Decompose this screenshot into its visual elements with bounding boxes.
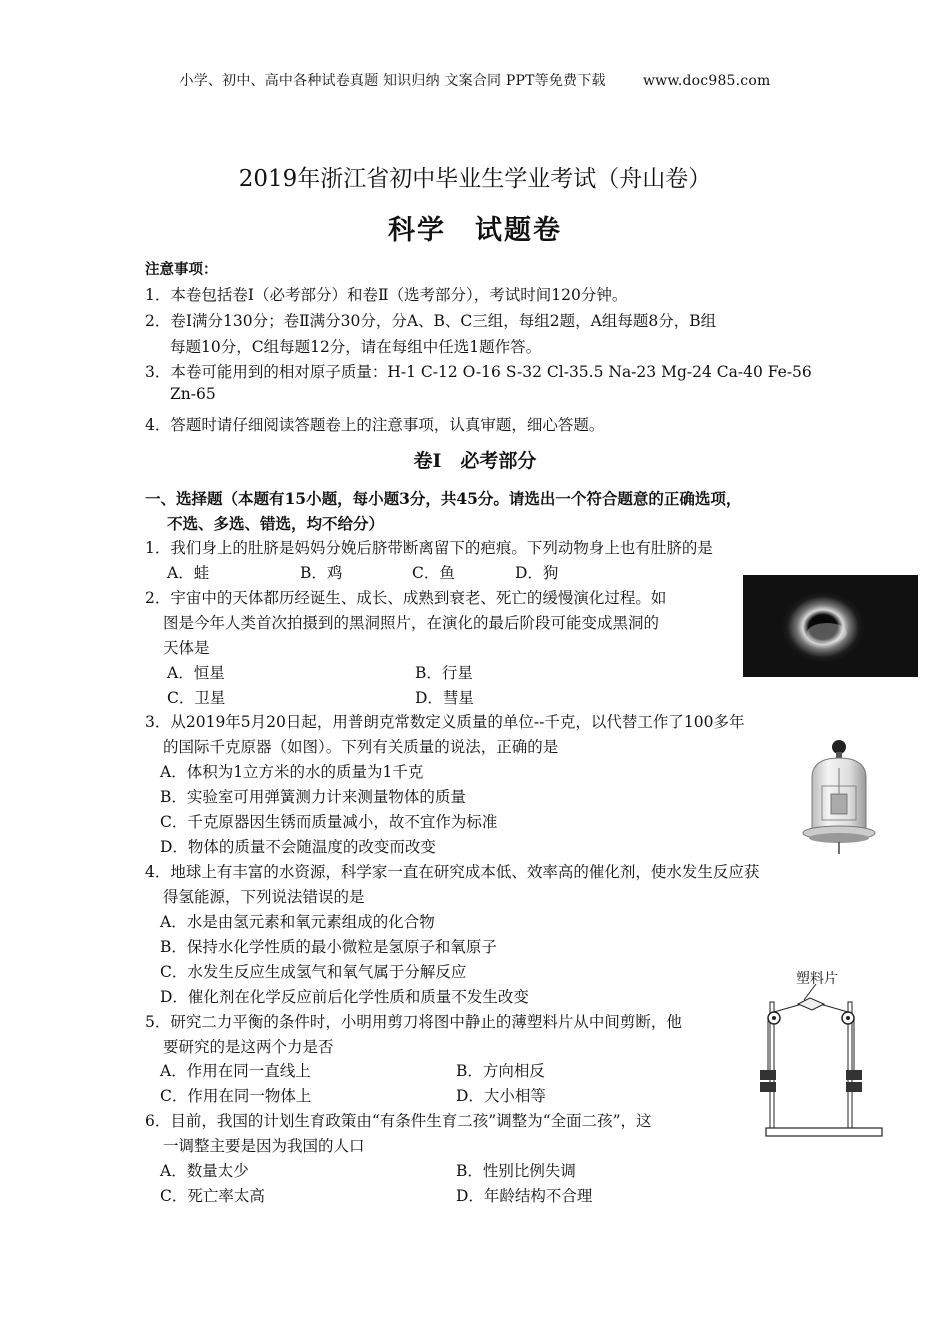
q4-stem-cont: 得氢能源，下列说法错误的是 [163, 888, 365, 906]
exam-subtitle: 科学 试题卷 [388, 215, 562, 246]
section-title: 卷Ⅰ 必考部分 [413, 450, 537, 472]
black-hole-photo [743, 575, 918, 677]
q4-option-c: C．水发生反应生成氢气和氧气属于分解反应 [160, 963, 467, 981]
q5-option-a: A．作用在同一直线上 [160, 1062, 311, 1080]
q3-stem-cont: 的国际千克原器（如图）。下列有关质量的说法，正确的是 [163, 738, 559, 756]
note-item: 4．答题时请仔细阅读答题卷上的注意事项，认真审题，细心答题。 [145, 416, 605, 434]
q6-stem: 6．目前，我国的计划生育政策由“有条件生育二孩”调整为“全面二孩”，这 [145, 1112, 652, 1130]
note-item: 3．本卷可能用到的相对原子质量：H-1 C-12 O-16 S-32 Cl-35.5 Na-23 Mg-24 Ca-40 Fe-56 [145, 363, 812, 381]
q1-option-b: B．鸡 [300, 564, 343, 582]
q4-option-a: A．水是由氢元素和氧元素组成的化合物 [160, 913, 435, 931]
q3-option-b: B．实验室可用弹簧测力计来测量物体的质量 [160, 788, 466, 806]
q5-option-b: B．方向相反 [456, 1062, 545, 1080]
note-item: Zn-65 [170, 385, 216, 403]
q2-option-c: C．卫星 [167, 689, 226, 707]
q6-option-b: B．性别比例失调 [456, 1162, 576, 1180]
q6-option-c: C．死亡率太高 [160, 1187, 265, 1205]
q2-option-b: B．行星 [415, 664, 473, 682]
q3-stem: 3．从2019年5月20日起，用普朗克常数定义质量的单位--千克，以代替工作了100多年 [145, 713, 745, 731]
q2-option-d: D．彗星 [415, 689, 474, 707]
note-item: 2．卷Ⅰ满分130分；卷Ⅱ满分30分，分A、B、C三组，每组2题，A组每题8分，B组 [145, 312, 717, 330]
notes-heading: 注意事项： [145, 261, 218, 278]
q5-option-d: D．大小相等 [456, 1087, 546, 1105]
q6-option-a: A．数量太少 [160, 1162, 249, 1180]
q6-stem-cont: 一调整主要是因为我国的人口 [163, 1137, 365, 1155]
q2-stem: 2．宇宙中的天体都历经诞生、成长、成熟到衰老、死亡的缓慢演化过程。如 [145, 589, 667, 607]
q3-option-a: A．体积为1立方米的水的质量为1千克 [160, 763, 424, 781]
q5-option-c: C．作用在同一物体上 [160, 1087, 312, 1105]
site-header [0, 70, 950, 90]
kilogram-prototype-figure [798, 738, 880, 856]
force-balance-figure [752, 962, 892, 1144]
q4-stem: 4．地球上有丰富的水资源，科学家一直在研究成本低、效率高的催化剂，使水发生反应获 [145, 863, 760, 881]
site-header-text: 小学、初中、高中各种试卷真题 知识归纳 文案合同 PPT等免费下载 [179, 73, 606, 89]
q1-option-a: A．蛙 [167, 564, 210, 582]
q1-option-c: C．鱼 [412, 564, 455, 582]
plastic-sheet-label: 塑料片 [796, 971, 838, 987]
q4-option-b: B．保持水化学性质的最小微粒是氢原子和氧原子 [160, 938, 497, 956]
site-header-url: www.doc985.com [642, 73, 771, 89]
q5-stem-cont: 要研究的是这两个力是否 [163, 1038, 334, 1056]
q4-option-d: D．催化剂在化学反应前后化学性质和质量不发生改变 [160, 988, 529, 1006]
part-one-instructions: 一、选择题（本题有15小题，每小题3分，共45分。请选出一个符合题意的正确选项， [145, 489, 742, 508]
note-item: 每题10分，C组每题12分，请在每组中任选1题作答。 [170, 338, 542, 356]
note-item: 1．本卷包括卷Ⅰ（必考部分）和卷Ⅱ（选考部分），考试时间120分钟。 [145, 286, 628, 304]
q2-option-a: A．恒星 [167, 664, 225, 682]
q1-stem: 1．我们身上的肚脐是妈妈分娩后脐带断离留下的疤痕。下列动物身上也有肚脐的是 [145, 539, 713, 557]
q1-option-d: D．狗 [515, 564, 559, 582]
exam-title: 2019年浙江省初中毕业生学业考试（舟山卷） [238, 166, 712, 192]
q2-stem-cont: 图是今年人类首次拍摄到的黑洞照片，在演化的最后阶段可能变成黑洞的 [163, 614, 660, 632]
part-one-instructions-cont: 不选、多选、错选，均不给分） [167, 514, 385, 533]
q2-stem-cont: 天体是 [163, 639, 210, 657]
q5-stem: 5．研究二力平衡的条件时，小明用剪刀将图中静止的薄塑料片从中间剪断，他 [145, 1013, 682, 1031]
q6-option-d: D．年龄结构不合理 [456, 1187, 593, 1205]
q3-option-d: D．物体的质量不会随温度的改变而改变 [160, 838, 436, 856]
q3-option-c: C．千克原器因生锈而质量减小，故不宜作为标准 [160, 813, 498, 831]
